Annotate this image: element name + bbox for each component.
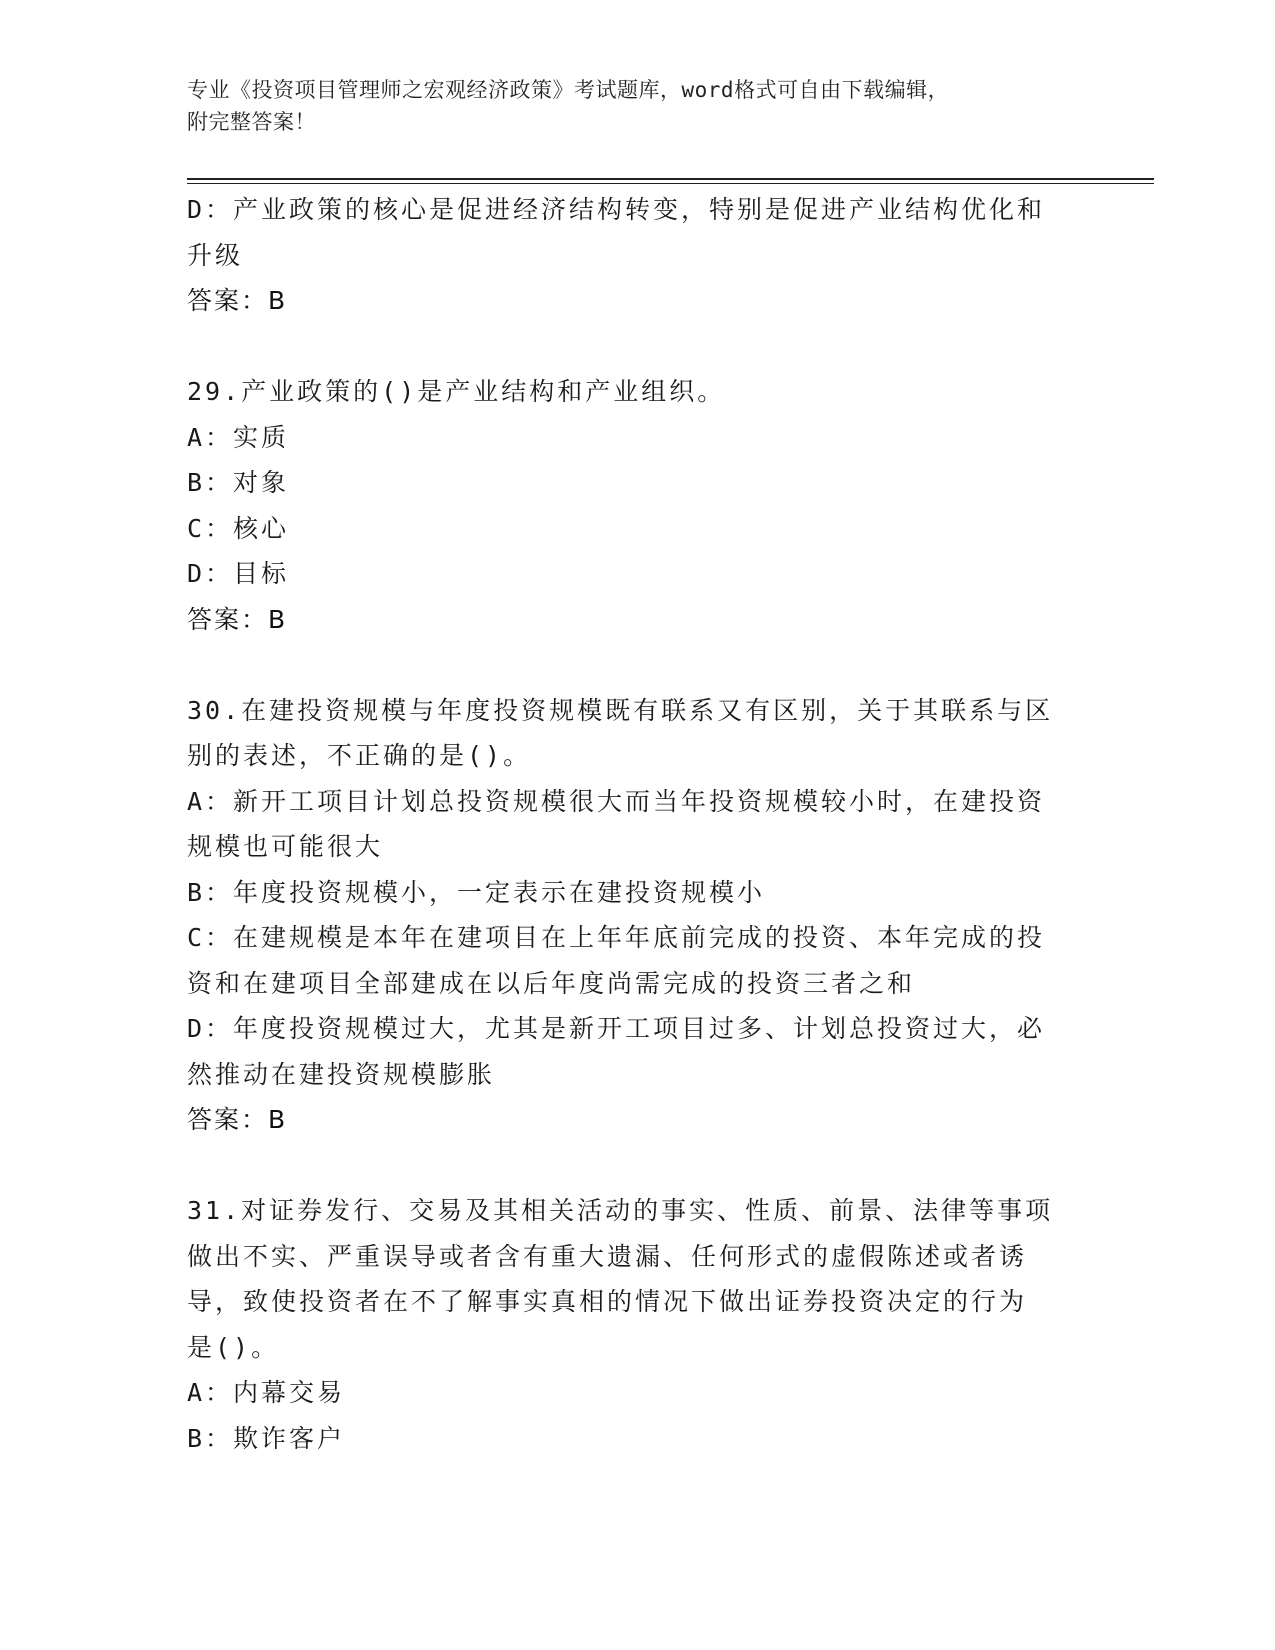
q29-option-d: D：目标	[187, 559, 290, 588]
q30-answer: 答案：B	[187, 1105, 288, 1134]
q30-option-a-line-2: 规模也可能很大	[187, 832, 384, 861]
q30-option-c-line-2: 资和在建项目全部建成在以后年度尚需完成的投资三者之和	[187, 968, 916, 998]
q28-answer: 答案：B	[187, 286, 288, 315]
header-title-line-2: 附完整答案！	[187, 110, 316, 134]
q31-option-b: B：欺诈客户	[187, 1423, 346, 1453]
q30-option-d-line-1: D：年度投资规模过大，尤其是新开工项目过多、计划总投资过大，必	[187, 1014, 1046, 1043]
header-divider-thick	[187, 178, 1154, 180]
q29-option-a: A：实质	[187, 422, 290, 452]
question-content	[187, 187, 1087, 1461]
q28-option-d-line-2: 升级	[187, 240, 244, 270]
spacer	[187, 324, 1087, 370]
q31-stem-line-4: 是()。	[187, 1332, 280, 1362]
q29-option-b: B：对象	[187, 468, 290, 497]
q29-option-c: C：核心	[187, 513, 290, 543]
q30-option-d-line-2: 然推动在建投资规模膨胀	[187, 1059, 496, 1089]
q31-stem-line-3: 导，致使投资者在不了解事实真相的情况下做出证券投资决定的行为	[187, 1287, 1028, 1316]
q30-stem-line-1: 30.在建投资规模与年度投资规模既有联系又有区别，关于其联系与区	[187, 695, 1054, 725]
page-header	[187, 74, 1067, 138]
q28-option-d-line-1: D：产业政策的核心是促进经济结构转变，特别是促进产业结构优化和	[187, 195, 1046, 224]
spacer	[187, 642, 1087, 688]
q29-stem: 29.产业政策的()是产业结构和产业组织。	[187, 377, 726, 406]
q30-option-a-line-1: A：新开工项目计划总投资规模很大而当年投资规模较小时，在建投资	[187, 786, 1046, 816]
header-title-line-1: 专业《投资项目管理师之宏观经济政策》考试题库，word格式可自由下载编辑，	[187, 78, 950, 102]
q30-option-b: B：年度投资规模小，一定表示在建投资规模小	[187, 877, 766, 907]
q31-option-a: A：内幕交易	[187, 1378, 346, 1407]
q31-stem-line-2: 做出不实、严重误导或者含有重大遗漏、任何形式的虚假陈述或者诱	[187, 1241, 1028, 1271]
q31-stem-line-1: 31.对证券发行、交易及其相关活动的事实、性质、前景、法律等事项	[187, 1196, 1054, 1225]
q29-answer: 答案：B	[187, 604, 288, 634]
q30-option-c-line-1: C：在建规模是本年在建项目在上年年底前完成的投资、本年完成的投	[187, 923, 1046, 952]
q30-stem-line-2: 别的表述，不正确的是()。	[187, 741, 532, 770]
spacer	[187, 1143, 1087, 1189]
header-divider-thin	[187, 183, 1154, 184]
